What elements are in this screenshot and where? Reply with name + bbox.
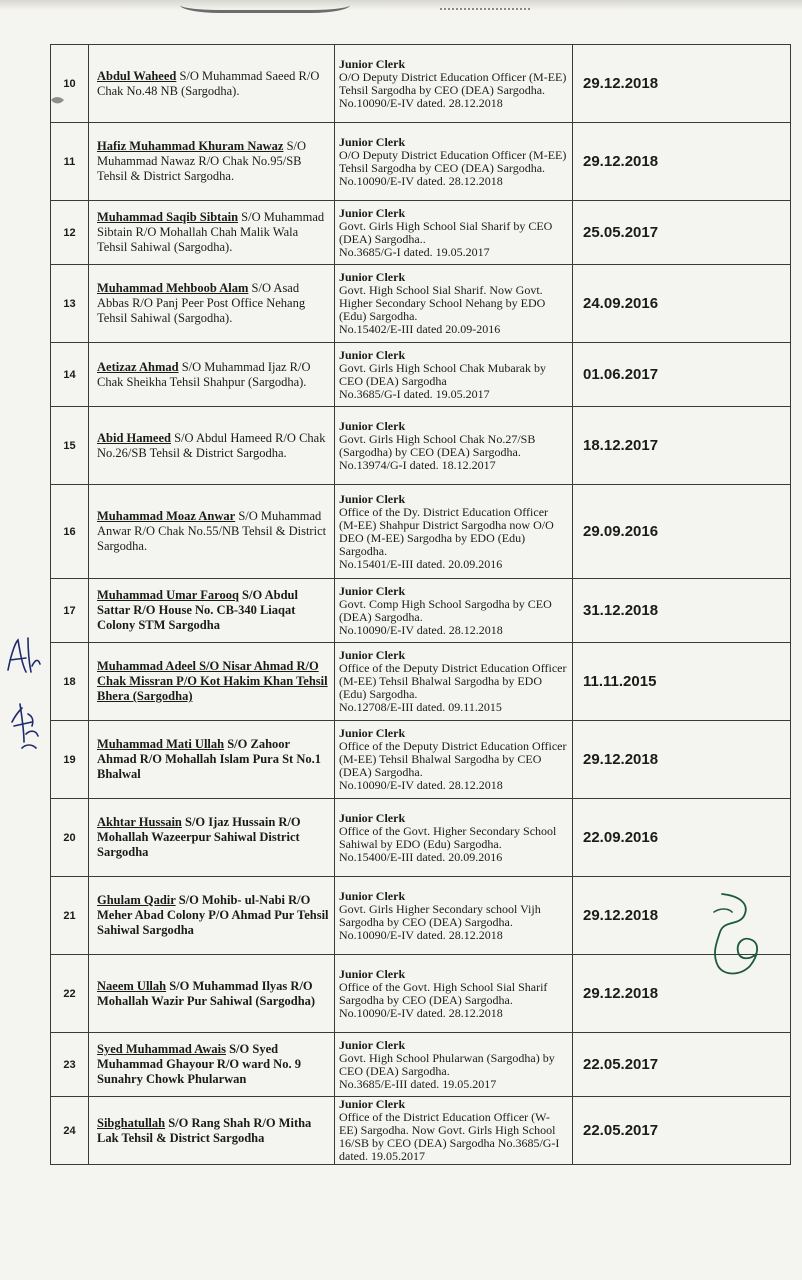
candidate-name-address bbox=[89, 721, 335, 799]
serial-number: 24 bbox=[51, 1097, 89, 1165]
designation: Junior Clerk bbox=[339, 726, 406, 740]
table-row bbox=[51, 877, 791, 955]
joining-date: 25.05.2017 bbox=[573, 201, 791, 265]
joining-date: 29.12.2018 bbox=[573, 123, 791, 201]
posting-details bbox=[335, 799, 573, 877]
candidate-name: Akhtar Hussain bbox=[97, 815, 182, 829]
candidate-parentage-address: S/O Rang Shah R/O Mitha Lak Tehsil & District Sargodha bbox=[97, 1115, 312, 1145]
candidate-name-address bbox=[89, 579, 335, 643]
table-body bbox=[51, 45, 791, 1165]
posting-details bbox=[335, 485, 573, 579]
page-top-edge bbox=[0, 0, 802, 10]
candidate-name-address bbox=[89, 45, 335, 123]
serial-number: 20 bbox=[51, 799, 89, 877]
order-reference: No.3685/E-III dated. 19.05.2017 bbox=[339, 1076, 497, 1091]
joining-date: 24.09.2016 bbox=[573, 265, 791, 343]
candidate-parentage-address: S/O Muhammad Ijaz R/O Chak Sheikha Tehsil Shahpur (Sargodha). bbox=[97, 359, 311, 389]
posting-details bbox=[335, 721, 573, 799]
order-reference: No.15402/E-III dated 20.09-2016 bbox=[339, 322, 501, 336]
candidate-name: Hafiz Muhammad Khuram Nawaz bbox=[97, 139, 284, 153]
candidate-name: Aetizaz Ahmad bbox=[97, 359, 179, 374]
posting-office: Office of the Dy. District Education Officer (M-EE) Shahpur District Sargodha now O/O DEO (M-EE) Sargodha by EDO (Edu) Sargodha. bbox=[339, 504, 554, 558]
posting-office: Govt. High School Phularwan (Sargodha) by CEO (DEA) Sargodha. bbox=[339, 1050, 555, 1078]
posting-details bbox=[335, 1097, 573, 1165]
posting-office: O/O Deputy District Education Officer (M-EE) Tehsil Sargodha by CEO (DEA) Sargodha. bbox=[339, 147, 567, 175]
posting-office: Office of the Deputy District Education Officer (M-EE) Tehsil Bhalwal Sargodha by EDO (Edu) Sargodha. bbox=[339, 661, 567, 701]
posting-details bbox=[335, 877, 573, 955]
candidate-name: Sibghatullah bbox=[97, 1115, 166, 1130]
table-row bbox=[51, 955, 791, 1033]
order-reference: No.15401/E-III dated. 20.09.2016 bbox=[339, 556, 503, 571]
candidate-name: Muhammad Mehboob Alam bbox=[97, 281, 249, 295]
handwritten-initials-icon bbox=[2, 630, 46, 760]
posting-office: O/O Deputy District Education Officer (M-EE) Tehsil Sargodha by CEO (DEA) Sargodha. bbox=[339, 69, 567, 97]
joining-date: 22.05.2017 bbox=[573, 1033, 791, 1097]
designation: Junior Clerk bbox=[339, 1037, 406, 1052]
candidate-parentage-address: S/O Asad Abbas R/O Panj Peer Post Office Nehang Tehsil Sahiwal (Sargodha). bbox=[97, 281, 306, 325]
designation: Junior Clerk bbox=[339, 56, 406, 71]
candidate-name-address bbox=[89, 877, 335, 955]
serial-number: 15 bbox=[51, 407, 89, 485]
serial-number: 22 bbox=[51, 955, 89, 1033]
posting-details bbox=[335, 45, 573, 123]
joining-date: 22.05.2017 bbox=[573, 1097, 791, 1165]
posting-office: Govt. Girls Higher Secondary school Vijh Sargodha by CEO (DEA) Sargodha. bbox=[339, 901, 541, 929]
candidate-name: Muhammad Saqib Sibtain bbox=[97, 210, 239, 224]
designation: Junior Clerk bbox=[339, 1097, 406, 1111]
posting-office: Office of the Govt. Higher Secondary School Sahiwal by EDO (Edu) Sargodha. bbox=[339, 823, 557, 851]
designation: Junior Clerk bbox=[339, 491, 406, 506]
joining-date: 29.12.2018 bbox=[573, 45, 791, 123]
designation: Junior Clerk bbox=[339, 347, 406, 362]
designation: Junior Clerk bbox=[339, 583, 406, 598]
candidate-parentage-address: S/O Ijaz Hussain R/O Mohallah Wazeerpur Sahiwal District Sargodha bbox=[97, 815, 301, 859]
candidate-name-address bbox=[89, 1033, 335, 1097]
candidate-parentage-address: S/O Abdul Hameed R/O Chak No.26/SB Tehsil & District Sargodha. bbox=[97, 430, 326, 460]
serial-number: 17 bbox=[51, 579, 89, 643]
designation: Junior Clerk bbox=[339, 134, 406, 149]
candidate-name: Syed Muhammad Awais bbox=[97, 1042, 226, 1056]
candidate-parentage-address: S/O Abdul Sattar R/O House No. CB-340 Liaqat Colony STM Sargodha bbox=[97, 588, 298, 632]
order-reference: No.10090/E-IV dated. 28.12.2018 bbox=[339, 778, 503, 792]
order-reference: No.15400/E-III dated. 20.09.2016 bbox=[339, 849, 503, 864]
table-row bbox=[51, 45, 791, 123]
order-reference: No.10090/E-IV dated. 28.12.2018 bbox=[339, 927, 503, 942]
posting-office: Govt. Girls High School Chak Mubarak by CEO (DEA) Sargodha bbox=[339, 360, 546, 388]
candidate-name-address bbox=[89, 955, 335, 1033]
serial-number: 14 bbox=[51, 343, 89, 407]
candidate-name-address bbox=[89, 643, 335, 721]
order-reference: No.10090/E-IV dated. 28.12.2018 bbox=[339, 622, 503, 637]
candidate-parentage-address: S/O Muhammad Ilyas R/O Mohallah Wazir Pur Sahiwal (Sargodha) bbox=[97, 978, 316, 1008]
posting-details bbox=[335, 343, 573, 407]
candidate-name: Muhammad Umar Farooq bbox=[97, 588, 239, 602]
candidate-name-address bbox=[89, 123, 335, 201]
posting-details bbox=[335, 579, 573, 643]
joining-date: 18.12.2017 bbox=[573, 407, 791, 485]
posting-details bbox=[335, 265, 573, 343]
posting-office: Office of the District Education Officer (W-EE) Sargodha. Now Govt. Girls High School 16/SB by CEO (DEA) Sargodha No.3685/G-I dated. 19.05.2017 bbox=[339, 1110, 560, 1163]
candidate-name-address bbox=[89, 265, 335, 343]
joining-date: 29.12.2018 bbox=[573, 877, 791, 955]
posting-office: Office of the Deputy District Education Officer (M-EE) Tehsil Bhalwal Sargodha by CEO (DEA) Sargodha. bbox=[339, 739, 567, 779]
appointment-records-table bbox=[50, 44, 791, 1165]
candidate-parentage-address: S/O Mohib- ul-Nabi R/O Meher Abad Colony P/O Ahmad Pur Tehsil Sahiwal Sargodha bbox=[97, 893, 329, 937]
posting-office: Govt. Girls High School Chak No.27/SB (Sargodha) by CEO (DEA) Sargodha. bbox=[339, 431, 536, 459]
designation: Junior Clerk bbox=[339, 648, 406, 662]
designation: Junior Clerk bbox=[339, 810, 406, 825]
joining-date: 01.06.2017 bbox=[573, 343, 791, 407]
candidate-name-address bbox=[89, 201, 335, 265]
order-reference: No.12708/E-III dated. 09.11.2015 bbox=[339, 700, 502, 714]
table-row bbox=[51, 201, 791, 265]
candidate-name: Abdul Waheed bbox=[97, 68, 177, 83]
serial-number: 10 bbox=[51, 45, 89, 123]
candidate-name: Muhammad Moaz Anwar bbox=[97, 509, 236, 523]
candidate-parentage-address: S/O Muhammad Nawaz R/O Chak No.95/SB Tehsil & District Sargodha. bbox=[97, 139, 307, 183]
order-reference: No.10090/E-IV dated. 28.12.2018 bbox=[339, 173, 503, 188]
posting-details bbox=[335, 407, 573, 485]
header-stamp-remnant bbox=[180, 0, 350, 13]
candidate-name-address bbox=[89, 485, 335, 579]
order-reference: No.3685/G-I dated. 19.05.2017 bbox=[339, 244, 490, 259]
serial-number: 16 bbox=[51, 485, 89, 579]
candidate-parentage-address: S/O Muhammad Saeed R/O Chak No.48 NB (Sargodha). bbox=[97, 68, 320, 98]
candidate-name: Abid Hameed bbox=[97, 430, 171, 445]
joining-date: 31.12.2018 bbox=[573, 579, 791, 643]
designation: Junior Clerk bbox=[339, 966, 406, 981]
candidate-parentage-address: S/O Syed Muhammad Ghayour R/O ward No. 9 Sunahry Chowk Phularwan bbox=[97, 1042, 301, 1086]
serial-number: 21 bbox=[51, 877, 89, 955]
candidate-name: Naeem Ullah bbox=[97, 978, 167, 993]
candidate-parentage-address: S/O Muhammad Sibtain R/O Mohallah Chah Malik Wala Tehsil Sahiwal (Sargodha). bbox=[97, 210, 325, 254]
designation: Junior Clerk bbox=[339, 888, 406, 903]
posting-details bbox=[335, 643, 573, 721]
candidate-name-address bbox=[89, 407, 335, 485]
header-text-remnant bbox=[440, 0, 530, 10]
posting-details bbox=[335, 1033, 573, 1097]
posting-office: Govt. Comp High School Sargodha by CEO (DEA) Sargodha. bbox=[339, 596, 552, 624]
serial-number: 12 bbox=[51, 201, 89, 265]
serial-number: 19 bbox=[51, 721, 89, 799]
posting-details bbox=[335, 201, 573, 265]
posting-office: Govt. Girls High School Sial Sharif by CEO (DEA) Sargodha.. bbox=[339, 218, 553, 246]
candidate-name: Muhammad Adeel S/O Nisar Ahmad R/O Chak Missran P/O Kot Hakim Khan Tehsil Bhera (Sargodha) bbox=[97, 659, 328, 703]
posting-details bbox=[335, 955, 573, 1033]
table-row bbox=[51, 343, 791, 407]
table-row bbox=[51, 643, 791, 721]
candidate-name-address bbox=[89, 799, 335, 877]
table-row bbox=[51, 799, 791, 877]
handwritten-signature-icon bbox=[700, 890, 766, 980]
table-row bbox=[51, 721, 791, 799]
designation: Junior Clerk bbox=[339, 205, 406, 220]
posting-office: Office of the Govt. High School Sial Sharif Sargodha by CEO (DEA) Sargodha. bbox=[339, 979, 548, 1007]
order-reference: No.10090/E-IV dated. 28.12.2018 bbox=[339, 95, 503, 110]
joining-date: 11.11.2015 bbox=[573, 643, 791, 721]
serial-number: 11 bbox=[51, 123, 89, 201]
table-row bbox=[51, 407, 791, 485]
table-row bbox=[51, 485, 791, 579]
posting-office: Govt. High School Sial Sharif. Now Govt. Higher Secondary School Nehang by EDO (Edu) Sargodha. bbox=[339, 283, 546, 323]
candidate-name: Ghulam Qadir bbox=[97, 893, 176, 907]
candidate-name-address bbox=[89, 343, 335, 407]
joining-date: 22.09.2016 bbox=[573, 799, 791, 877]
order-reference: No.10090/E-IV dated. 28.12.2018 bbox=[339, 1005, 503, 1020]
candidate-name-address bbox=[89, 1097, 335, 1165]
designation: Junior Clerk bbox=[339, 418, 406, 433]
serial-number: 13 bbox=[51, 265, 89, 343]
table-row bbox=[51, 1097, 791, 1165]
table-row bbox=[51, 123, 791, 201]
candidate-name: Muhammad Mati Ullah bbox=[97, 737, 225, 751]
table-row bbox=[51, 1033, 791, 1097]
order-reference: No.13974/G-I dated. 18.12.2017 bbox=[339, 457, 496, 472]
order-reference: No.3685/G-I dated. 19.05.2017 bbox=[339, 386, 490, 401]
designation: Junior Clerk bbox=[339, 270, 406, 284]
serial-number: 23 bbox=[51, 1033, 89, 1097]
joining-date: 29.09.2016 bbox=[573, 485, 791, 579]
joining-date: 29.12.2018 bbox=[573, 721, 791, 799]
table-row bbox=[51, 265, 791, 343]
serial-number: 18 bbox=[51, 643, 89, 721]
posting-details bbox=[335, 123, 573, 201]
candidate-parentage-address: S/O Zahoor Ahmad R/O Mohallah Islam Pura St No.1 Bhalwal bbox=[97, 737, 321, 781]
table-row bbox=[51, 579, 791, 643]
joining-date: 29.12.2018 bbox=[573, 955, 791, 1033]
candidate-parentage-address: S/O Muhammad Anwar R/O Chak No.55/NB Tehsil & District Sargodha. bbox=[97, 509, 327, 553]
